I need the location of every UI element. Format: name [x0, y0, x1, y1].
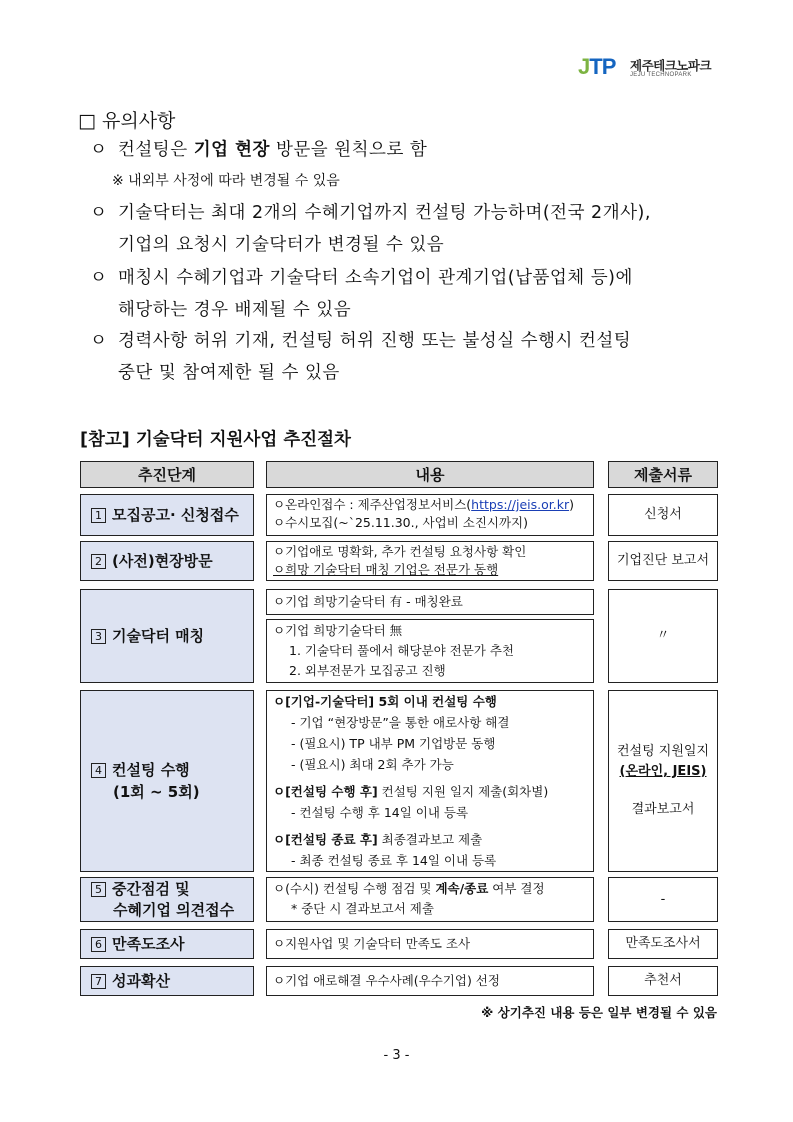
- content-2: ㅇ기업애로 명확화, 추가 컨설팅 요청사항 확인 ㅇ희망 기술닥터 매칭 기업은 전문가 동행: [266, 541, 594, 581]
- logo-name-ko: 제주테크노파크: [630, 58, 712, 73]
- content-6: ㅇ지원사업 및 기술닥터 만족도 조사: [266, 929, 594, 959]
- jtp-logo: [578, 54, 728, 84]
- stage-7: 7 성과확산: [80, 966, 254, 996]
- content-3a: ㅇ기업 희망기술닥터 有 - 매칭완료: [266, 589, 594, 615]
- note-item-2: ㅇ 기술닥터는 최대 2개의 수혜기업까지 컨설팅 가능하며(전국 2개사), 기업의 요청시 기술닥터가 변경될 수 있음: [90, 203, 651, 255]
- header-stage: 추진단계: [80, 461, 254, 488]
- logo-name-en: JEJU TECHNOPARK: [630, 72, 692, 78]
- reference-footnote: ※ 상기추진 내용 등은 일부 변경될 수 있음: [481, 1005, 717, 1020]
- doc-7: 추천서: [608, 966, 718, 996]
- header-content: 내용: [266, 461, 594, 488]
- page-number: - 3 -: [383, 1048, 410, 1063]
- stage-1: 1 모집공고· 신청접수: [80, 494, 254, 536]
- content-3b: ㅇ기업 희망기술닥터 無 1. 기술닥터 풀에서 해당분야 전문가 추천 2. 외부전문가 모집공고 진행: [266, 619, 594, 683]
- content-5: ㅇ(수시) 컨설팅 수행 점검 및 계속/종료 여부 결정 * 중단 시 결과보고서 제출: [266, 877, 594, 922]
- doc-4: 컨설팅 지원일지 (온라인, JEIS) 결과보고서: [608, 690, 718, 872]
- note-item-4: ㅇ 경력사항 허위 기재, 컨설팅 허위 진행 또는 불성실 수행시 컨설팅 중단 및 참여제한 될 수 있음: [90, 331, 632, 383]
- doc-3: 〃: [608, 589, 718, 683]
- doc-6: 만족도조사서: [608, 929, 718, 959]
- stage-4: 4 컨설팅 수행 (1회 ~ 5회): [80, 690, 254, 872]
- note-item-3: ㅇ 매칭시 수혜기업과 기술닥터 소속기업이 관계기업(납품업체 등)에 해당하는 경우 배제될 수 있음: [90, 268, 633, 320]
- stage-5: 5 중간점검 및 수혜기업 의견접수: [80, 877, 254, 922]
- content-1: ㅇ온라인접수 : 제주산업정보서비스(https://jeis.or.kr) ㅇ수시모집(~`25.11.30., 사업비 소진시까지): [266, 494, 594, 536]
- note-sub: ※ 내외부 사정에 따라 변경될 수 있음: [112, 173, 340, 189]
- note-item-1: ㅇ 컨설팅은 기업 현장 방문을 원칙으로 함: [90, 140, 428, 160]
- jeis-link[interactable]: https://jeis.or.kr: [471, 497, 570, 512]
- reference-title: [참고] 기술닥터 지원사업 추진절차: [80, 430, 351, 450]
- stage-3: 3 기술닥터 매칭: [80, 589, 254, 683]
- notes-title: □ 유의사항: [78, 110, 176, 132]
- doc-5: -: [608, 877, 718, 922]
- header-docs: 제출서류: [608, 461, 718, 488]
- stage-6: 6 만족도조사: [80, 929, 254, 959]
- content-4: ㅇ[기업-기술닥터] 5회 이내 컨설팅 수행 - 기업 “현장방문”을 통한 애로사항 해결 - (필요시) TP 내부 PM 기업방문 동행 - (필요시) 최대 2회 추가 가능 ㅇ[컨설팅 수행 후] 컨설팅 지원 일지 제출(회차별) - 컨설팅 수행 후 14일 이내 등록 ㅇ[컨설팅 종료 후] 최종결과보고 제출 - 최종 컨설팅 종료 후 14일 이내 등록: [266, 690, 594, 872]
- stage-2: 2 (사전)현장방문: [80, 541, 254, 581]
- logo-mark: JTP: [578, 54, 616, 79]
- doc-1: 신청서: [608, 494, 718, 536]
- doc-2: 기업진단 보고서: [608, 541, 718, 581]
- content-7: ㅇ기업 애로해결 우수사례(우수기업) 선정: [266, 966, 594, 996]
